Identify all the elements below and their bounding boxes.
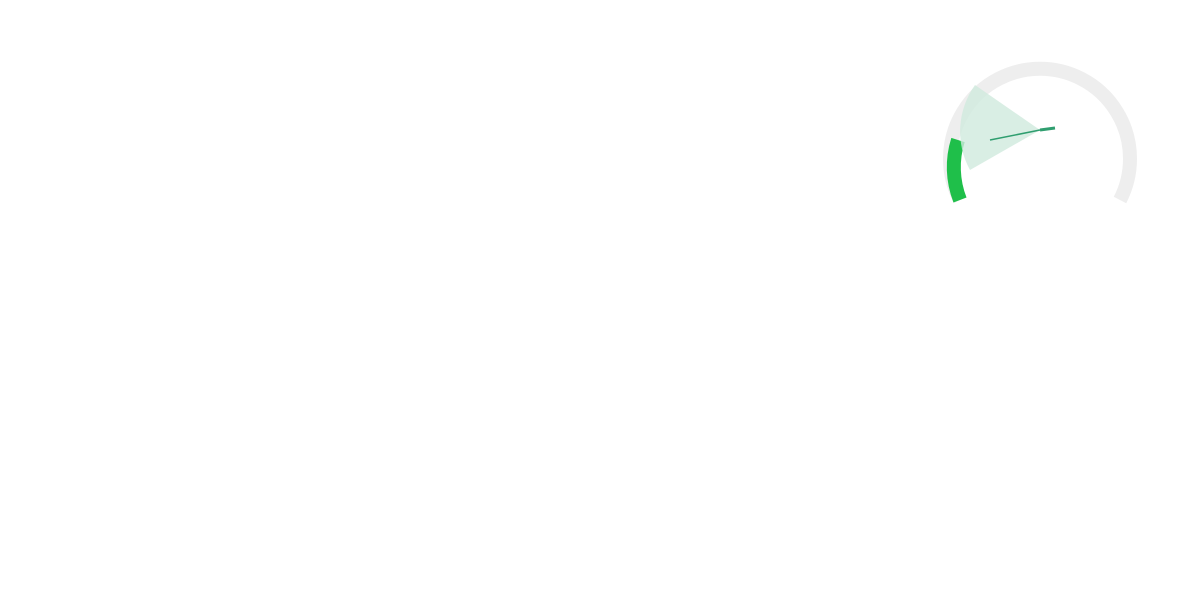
gauge-fill <box>954 140 960 200</box>
mmi-gauge <box>930 30 1150 230</box>
gauge-needle <box>1040 128 1055 130</box>
gauge-band <box>960 85 1040 170</box>
